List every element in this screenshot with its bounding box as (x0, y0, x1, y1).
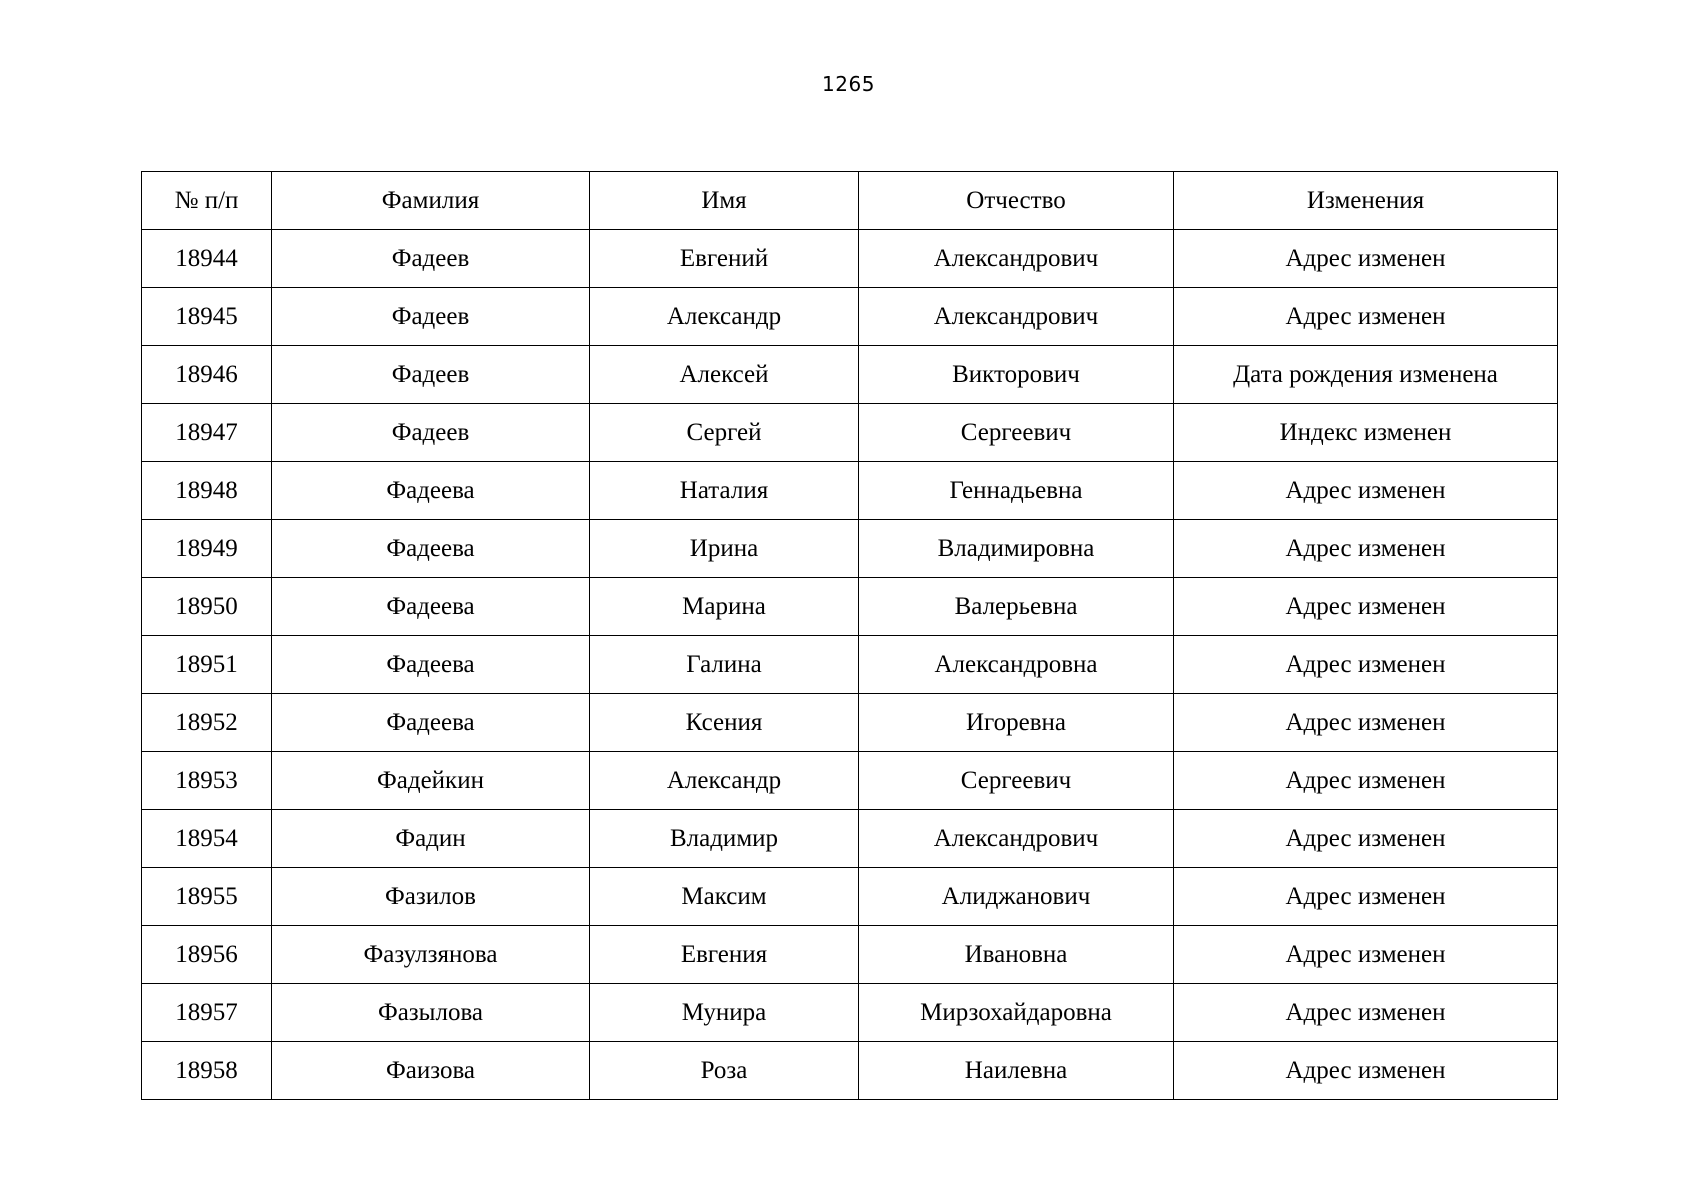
cell-num: 18954 (142, 810, 272, 868)
cell-first-name: Галина (590, 636, 859, 694)
records-table (141, 171, 1558, 1100)
cell-patronymic: Валерьевна (859, 578, 1174, 636)
cell-first-name: Алексей (590, 346, 859, 404)
table-row (142, 1042, 1558, 1100)
cell-changes: Адрес изменен (1174, 578, 1558, 636)
cell-patronymic: Игоревна (859, 694, 1174, 752)
cell-num: 18946 (142, 346, 272, 404)
cell-changes: Индекс изменен (1174, 404, 1558, 462)
cell-num: 18948 (142, 462, 272, 520)
cell-first-name: Сергей (590, 404, 859, 462)
cell-first-name: Мунира (590, 984, 859, 1042)
cell-num: 18947 (142, 404, 272, 462)
cell-changes: Адрес изменен (1174, 1042, 1558, 1100)
cell-changes: Адрес изменен (1174, 230, 1558, 288)
cell-last-name: Фадеева (272, 462, 590, 520)
cell-last-name: Фазилов (272, 868, 590, 926)
cell-num: 18951 (142, 636, 272, 694)
cell-changes: Адрес изменен (1174, 752, 1558, 810)
table-row (142, 636, 1558, 694)
table-row (142, 230, 1558, 288)
table-row (142, 868, 1558, 926)
cell-first-name: Наталия (590, 462, 859, 520)
cell-patronymic: Владимировна (859, 520, 1174, 578)
table-row (142, 694, 1558, 752)
cell-changes: Адрес изменен (1174, 810, 1558, 868)
table-row (142, 810, 1558, 868)
cell-last-name: Фадеев (272, 404, 590, 462)
cell-last-name: Фаизова (272, 1042, 590, 1100)
page-number: 1265 (822, 72, 875, 96)
table-row (142, 926, 1558, 984)
cell-num: 18955 (142, 868, 272, 926)
cell-last-name: Фадин (272, 810, 590, 868)
cell-last-name: Фадеев (272, 346, 590, 404)
cell-patronymic: Александрович (859, 288, 1174, 346)
table-row (142, 288, 1558, 346)
cell-first-name: Ксения (590, 694, 859, 752)
cell-patronymic: Геннадьевна (859, 462, 1174, 520)
table-row (142, 404, 1558, 462)
cell-last-name: Фадеева (272, 636, 590, 694)
cell-first-name: Владимир (590, 810, 859, 868)
table-row (142, 346, 1558, 404)
cell-first-name: Евгений (590, 230, 859, 288)
cell-patronymic: Александровна (859, 636, 1174, 694)
cell-last-name: Фадеева (272, 694, 590, 752)
cell-changes: Адрес изменен (1174, 926, 1558, 984)
cell-num: 18944 (142, 230, 272, 288)
cell-num: 18957 (142, 984, 272, 1042)
cell-num: 18956 (142, 926, 272, 984)
cell-num: 18953 (142, 752, 272, 810)
cell-patronymic: Александрович (859, 230, 1174, 288)
cell-first-name: Марина (590, 578, 859, 636)
cell-first-name: Александр (590, 288, 859, 346)
cell-last-name: Фазылова (272, 984, 590, 1042)
cell-last-name: Фазулзянова (272, 926, 590, 984)
cell-patronymic: Александрович (859, 810, 1174, 868)
cell-changes: Адрес изменен (1174, 636, 1558, 694)
cell-num: 18949 (142, 520, 272, 578)
table-row (142, 578, 1558, 636)
cell-changes: Адрес изменен (1174, 520, 1558, 578)
cell-first-name: Ирина (590, 520, 859, 578)
cell-patronymic: Викторович (859, 346, 1174, 404)
table-row (142, 984, 1558, 1042)
cell-num: 18958 (142, 1042, 272, 1100)
header-first-name: Имя (590, 172, 859, 230)
cell-changes: Дата рождения изменена (1174, 346, 1558, 404)
cell-patronymic: Сергеевич (859, 404, 1174, 462)
cell-first-name: Максим (590, 868, 859, 926)
header-changes: Изменения (1174, 172, 1558, 230)
cell-patronymic: Алиджанович (859, 868, 1174, 926)
table-header-row (142, 172, 1558, 230)
cell-changes: Адрес изменен (1174, 288, 1558, 346)
cell-changes: Адрес изменен (1174, 984, 1558, 1042)
cell-changes: Адрес изменен (1174, 868, 1558, 926)
cell-last-name: Фадеев (272, 288, 590, 346)
cell-num: 18950 (142, 578, 272, 636)
cell-num: 18945 (142, 288, 272, 346)
cell-changes: Адрес изменен (1174, 462, 1558, 520)
cell-last-name: Фадеев (272, 230, 590, 288)
header-patronymic: Отчество (859, 172, 1174, 230)
cell-last-name: Фадейкин (272, 752, 590, 810)
table-row (142, 752, 1558, 810)
cell-changes: Адрес изменен (1174, 694, 1558, 752)
cell-patronymic: Сергеевич (859, 752, 1174, 810)
cell-patronymic: Мирзохайдаровна (859, 984, 1174, 1042)
cell-first-name: Александр (590, 752, 859, 810)
cell-num: 18952 (142, 694, 272, 752)
cell-patronymic: Ивановна (859, 926, 1174, 984)
cell-first-name: Роза (590, 1042, 859, 1100)
header-last-name: Фамилия (272, 172, 590, 230)
cell-last-name: Фадеева (272, 520, 590, 578)
cell-patronymic: Наилевна (859, 1042, 1174, 1100)
cell-last-name: Фадеева (272, 578, 590, 636)
header-num: № п/п (142, 172, 272, 230)
cell-first-name: Евгения (590, 926, 859, 984)
table-row (142, 462, 1558, 520)
table-row (142, 520, 1558, 578)
